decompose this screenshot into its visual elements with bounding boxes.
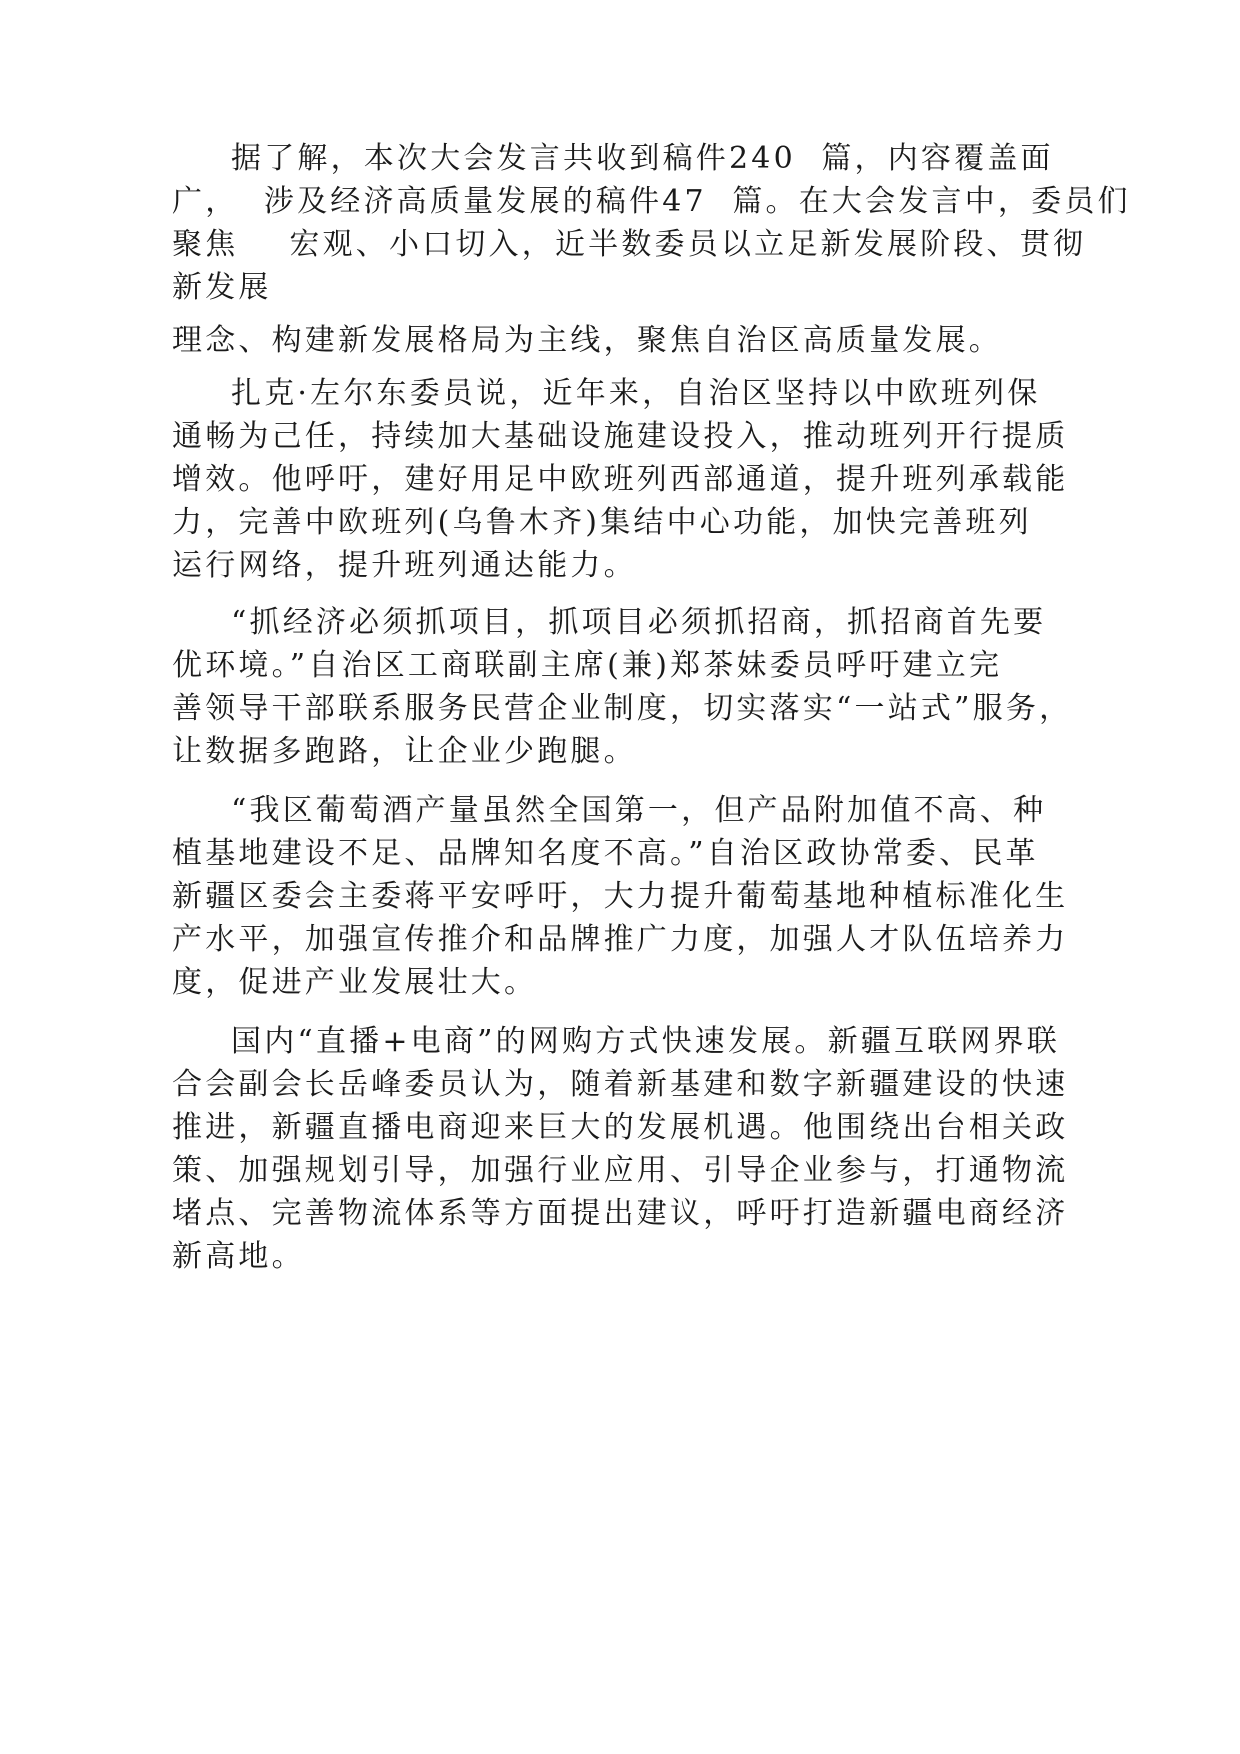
paragraph-3-line-1: “抓经济必须抓项目，抓项目必须抓招商，抓招商首先要	[231, 605, 1047, 640]
paragraph-4-line-1: “我区葡萄酒产量虽然全国第一，但产品附加值不高、种	[231, 793, 1047, 828]
paragraph-5-line-2: 合会副会长岳峰委员认为，随着新基建和数字新疆建设的快速	[172, 1067, 1069, 1102]
paragraph-3-line-4: 让数据多跑路，让企业少跑腿。	[172, 734, 637, 769]
paragraph-2-line-4: 力，完善中欧班列(乌鲁木齐)集结中心功能，加快完善班列	[172, 505, 1032, 540]
paragraph-2-line-2: 通畅为己任，持续加大基础设施建设投入，推动班列开行提质	[172, 419, 1069, 454]
paragraph-1-line-1: 据了解，本次大会发言共收到稿件240 篇，内容覆盖面	[231, 141, 1054, 176]
paragraph-4-line-4: 产水平，加强宣传推介和品牌推广力度，加强人才队伍培养力	[172, 922, 1069, 957]
paragraph-5-line-5: 堵点、完善物流体系等方面提出建议，呼吁打造新疆电商经济	[172, 1196, 1069, 1231]
paragraph-2-line-5: 运行网络，提升班列通达能力。	[172, 548, 637, 583]
paragraph-5-line-3: 推进，新疆直播电商迎来巨大的发展机遇。他围绕出台相关政	[172, 1110, 1069, 1145]
paragraph-1-line-4: 新发展	[172, 270, 272, 305]
paragraph-5-line-1: 国内“直播+电商”的网购方式快速发展。新疆互联网界联	[231, 1024, 1061, 1059]
paragraph-4-line-3: 新疆区委会主委蒋平安呼吁，大力提升葡萄基地种植标准化生	[172, 879, 1069, 914]
paragraph-5-line-4: 策、加强规划引导，加强行业应用、引导企业参与，打通物流	[172, 1153, 1069, 1188]
paragraph-2-line-1: 扎克·左尔东委员说，近年来，自治区坚持以中欧班列保	[231, 376, 1041, 411]
paragraph-3-line-2: 优环境。”自治区工商联副主席(兼)郑茶妹委员呼吁建立完	[172, 648, 1003, 683]
paragraph-1-line-3: 聚焦 宏观、小口切入，近半数委员以立足新发展阶段、贯彻	[172, 227, 1087, 262]
paragraph-2-line-3: 增效。他呼吁，建好用足中欧班列西部通道，提升班列承载能	[172, 462, 1069, 497]
paragraph-1-line-2: 广， 涉及经济高质量发展的稿件47 篇。在大会发言中，委员们	[172, 184, 1131, 219]
paragraph-5-line-6: 新高地。	[172, 1239, 305, 1274]
paragraph-1-line-5: 理念、构建新发展格局为主线，聚焦自治区高质量发展。	[172, 323, 1002, 358]
paragraph-4-line-2: 植基地建设不足、品牌知名度不高。”自治区政协常委、民革	[172, 836, 1039, 871]
paragraph-3-line-3: 善领导干部联系服务民营企业制度，切实落实“一站式”服务，	[172, 691, 1073, 726]
paragraph-4-line-5: 度，促进产业发展壮大。	[172, 965, 538, 1000]
